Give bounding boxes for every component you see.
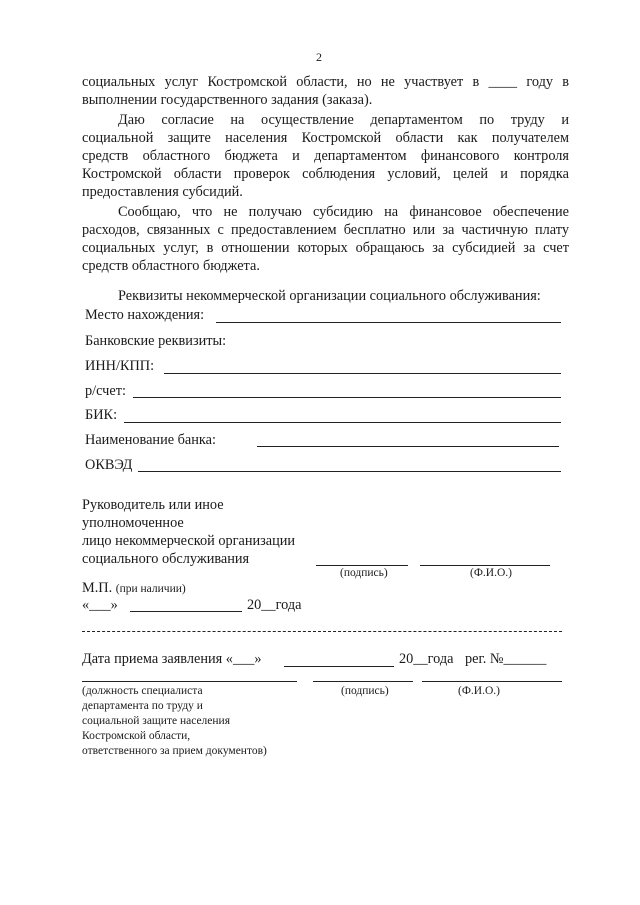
receipt-date-label: Дата приема заявления «___»	[82, 651, 262, 667]
receipt-date-month-field[interactable]	[284, 666, 394, 667]
receipt-name-field[interactable]	[422, 681, 562, 682]
okved-field[interactable]	[138, 471, 561, 472]
head-date-open: «___»	[82, 597, 118, 613]
paragraph-line: социальных услуг, в отношении которых обращаюсь за субсидией за счет	[82, 240, 569, 256]
paragraph-line: Костромской области проверок соблюдения условий, целей и порядка	[82, 166, 569, 182]
head-date-month-field[interactable]	[130, 611, 242, 612]
okved-label: ОКВЭД	[85, 457, 133, 473]
paragraph-line: выполнении государственного задания (заказа).	[82, 92, 373, 108]
head-title-line: уполномоченное	[82, 515, 184, 531]
paragraph-line: социальной защите населения Костромской области как получателем	[82, 130, 569, 146]
receipt-signature-field[interactable]	[313, 681, 413, 682]
bank-name-field[interactable]	[257, 446, 559, 447]
head-date-year: 20__года	[247, 597, 302, 613]
bank-name-label: Наименование банка:	[85, 432, 216, 448]
receipt-signature-caption: (подпись)	[341, 685, 389, 697]
receipt-date-year: 20__года	[399, 651, 454, 667]
head-name-caption: (Ф.И.О.)	[470, 567, 512, 579]
head-title-line: социального обслуживания	[82, 551, 250, 567]
paragraph-line: социальных услуг Костромской области, но не участвует в ____ году в	[82, 74, 569, 90]
bank-details-label: Банковские реквизиты:	[85, 333, 227, 349]
inn-kpp-field[interactable]	[164, 373, 561, 374]
stamp-note: (при наличии)	[115, 583, 186, 595]
account-field[interactable]	[133, 397, 561, 398]
receipt-reg-number: рег. №______	[465, 651, 547, 667]
head-signature-caption: (подпись)	[340, 567, 388, 579]
paragraph-line: средств областного бюджета.	[82, 258, 260, 274]
receipt-position-field[interactable]	[82, 681, 297, 682]
location-label: Место нахождения:	[85, 307, 205, 323]
head-title-line: Руководитель или иное	[82, 497, 224, 513]
paragraph-line: предоставления субсидий.	[82, 184, 243, 200]
requisites-heading: Реквизиты некоммерческой организации социального обслуживания:	[118, 288, 541, 304]
location-field[interactable]	[216, 322, 561, 323]
paragraph-line: Сообщаю, что не получаю субсидию на финансовое обеспечение	[118, 204, 569, 220]
paragraph-line: расходов, связанных с предоставлением бесплатно или за частичную плату	[82, 222, 569, 238]
receipt-position-caption: (должность специалиста	[82, 685, 203, 697]
stamp-label	[82, 580, 186, 597]
inn-kpp-label: ИНН/КПП:	[85, 358, 155, 374]
page-number: 2	[316, 50, 322, 64]
receipt-position-caption: ответственного за прием документов)	[82, 745, 267, 757]
bik-label: БИК:	[85, 407, 118, 423]
paragraph-line: Даю согласие на осуществление департаментом по труду и	[118, 112, 569, 128]
receipt-position-caption: социальной защите населения	[82, 715, 230, 727]
receipt-position-caption: Костромской области,	[82, 730, 191, 742]
bik-field[interactable]	[124, 422, 561, 423]
head-title-line: лицо некоммерческой организации	[82, 533, 296, 549]
separator-line	[82, 631, 562, 632]
paragraph-line: средств областного бюджета и департаментом финансового контроля	[82, 148, 569, 164]
account-label: р/счет:	[85, 383, 126, 399]
receipt-name-caption: (Ф.И.О.)	[458, 685, 500, 697]
stamp-text: М.П.	[82, 580, 113, 596]
receipt-position-caption: департамента по труду и	[82, 700, 203, 712]
